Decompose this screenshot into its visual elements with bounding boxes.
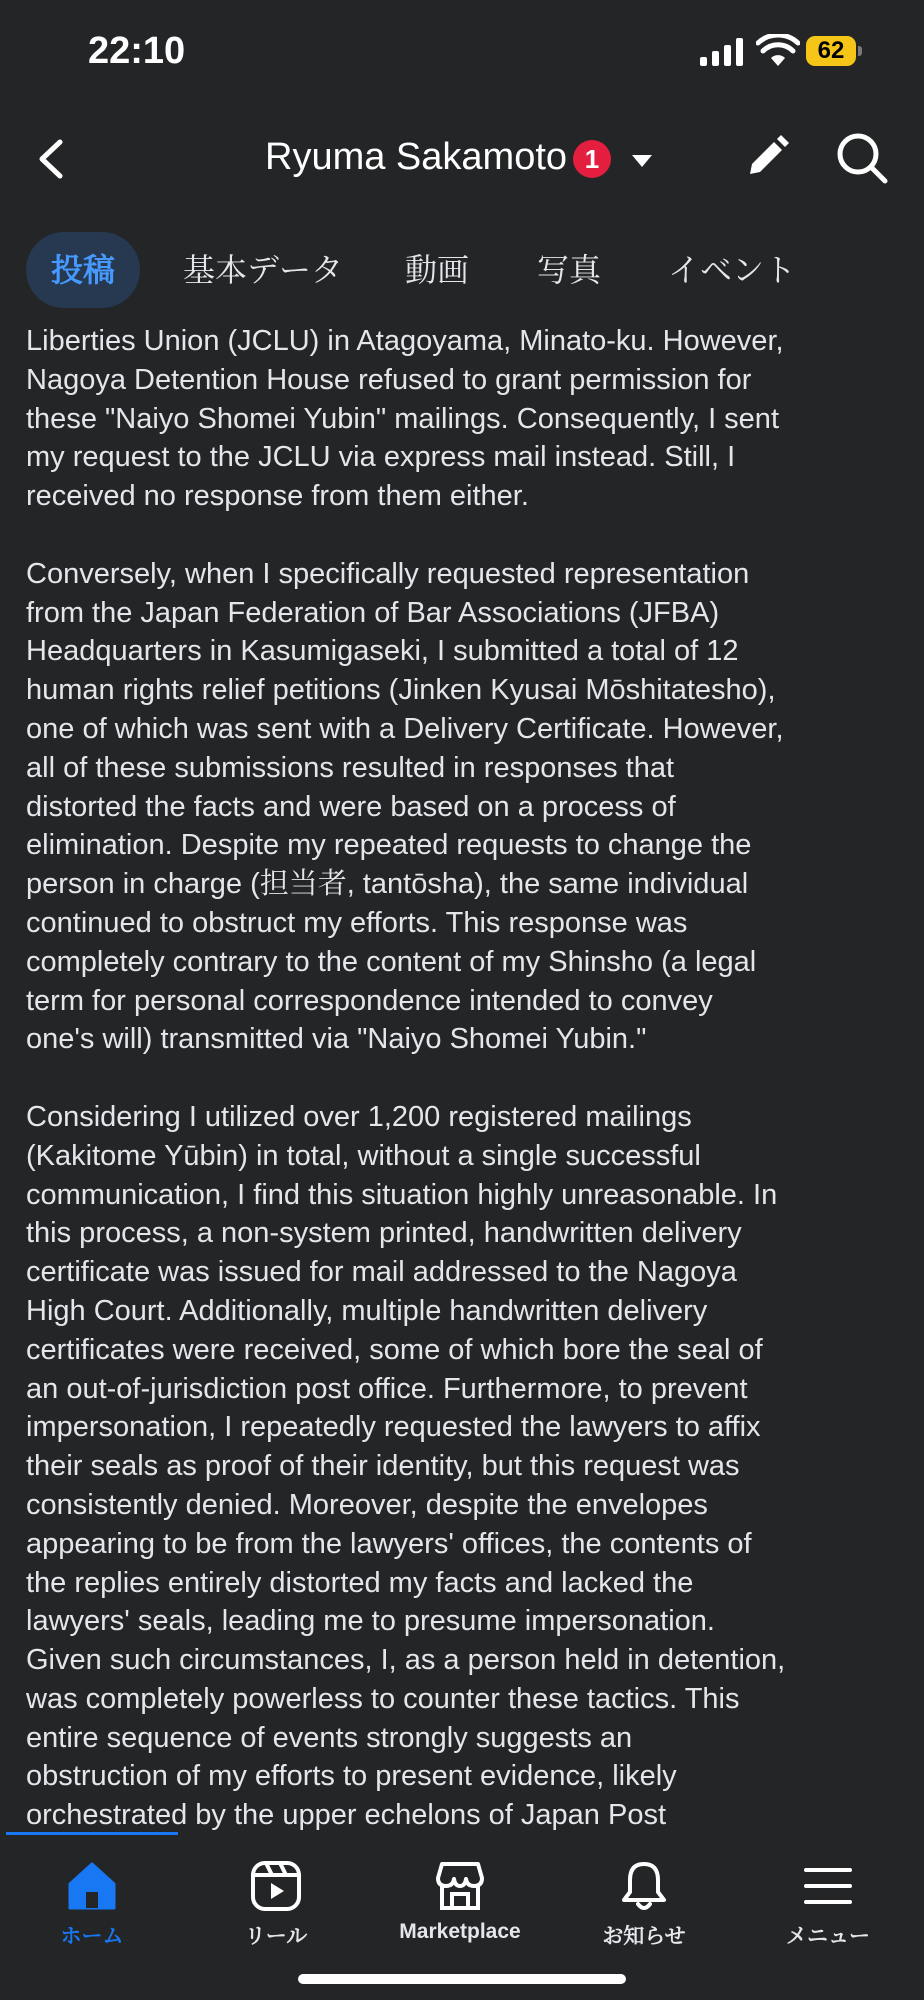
tab-events[interactable]: イベント [668, 252, 797, 288]
notification-badge[interactable]: 1 [573, 140, 611, 178]
post-paragraph: Liberties Union (JCLU) in Atagoyama, Minato-ku. However, Nagoya Detention House refused to grant permission for these "Naiyo Shomei Yubin" mailings. Consequently, I sent my request to the JCLU via express mail instead. Still, I received no response from them either. [26, 325, 784, 513]
nav-notifications-label: お知らせ [602, 1925, 686, 1948]
nav-home-label: ホーム [60, 1925, 124, 1948]
back-icon[interactable] [30, 134, 76, 184]
tab-photos[interactable]: 写真 [537, 252, 602, 288]
profile-tabs [0, 232, 924, 308]
menu-icon [800, 1858, 856, 1914]
nav-menu-label: メニュー [786, 1925, 870, 1948]
post-paragraph: Conversely, when I specifically requested representation from the Japan Federation of Bar Associations (JFBA) Headquarters in Kasumigaseki, I submitted a total of 12 human rights relief petitions (Jinken Kyusai Mōshitatesho), one of which was sent with a Delivery Certificate. However, all of these submissions resulted in responses that distorted the facts and were based on a process of elimination. Despite my repeated requests to change the person in charge (担当者, tantōsha), the same individual continued to obstruct my efforts. This response was completely contrary to the content of my Shinsho (a legal term for personal correspondence intended to convey one's will) transmitted via "Naiyo Shomei Yubin." [26, 557, 784, 1056]
nav-notifications[interactable] [552, 1836, 736, 1956]
marketplace-icon [432, 1858, 488, 1914]
reels-icon [248, 1858, 304, 1914]
post-body [26, 322, 906, 1834]
tab-videos[interactable]: 動画 [405, 252, 470, 288]
search-icon[interactable] [834, 130, 890, 186]
tab-about[interactable]: 基本データ [183, 252, 344, 288]
nav-reels-label: リール [244, 1925, 308, 1948]
tab-posts[interactable]: 投稿 [26, 232, 140, 308]
battery-level: 62 [806, 36, 856, 66]
nav-marketplace-label: Marketplace [399, 1920, 521, 1943]
wifi-icon [756, 34, 800, 68]
nav-home[interactable] [0, 1836, 184, 1956]
signal-icon [700, 38, 744, 66]
profile-header [0, 110, 924, 210]
battery-icon [806, 36, 862, 66]
page-title[interactable]: Ryuma Sakamoto [265, 136, 568, 178]
status-time: 22:10 [88, 30, 186, 72]
status-bar [0, 0, 924, 100]
bell-icon [616, 1858, 672, 1914]
nav-marketplace[interactable] [368, 1836, 552, 1956]
nav-reels[interactable] [184, 1836, 368, 1956]
edit-icon[interactable] [742, 132, 792, 182]
nav-menu[interactable] [736, 1836, 920, 1956]
home-indicator[interactable] [298, 1974, 626, 1984]
post-paragraph: Considering I utilized over 1,200 registered mailings (Kakitome Yūbin) in total, without a single successful communication, I find this situation highly unreasonable. In this process, a non-system printed, handwritten delivery certificate was issued for mail addressed to the Nagoya High Court. Additionally, multiple handwritten delivery certificates were received, some of which bore the seal of an out-of-jurisdiction post office. Furthermore, to prevent impersonation, I repeatedly requested the lawyers to affix their seals as proof of their identity, but this request was consistently denied. Moreover, despite the envelopes appearing to be from the lawyers' offices, the contents of the replies entirely distorted my facts and lacked the lawyers' seals, leading me to presume impersonation. Given such circumstances, I, as a person held in detention, was completely powerless to counter these tactics. This entire sequence of events strongly suggests an obstruction of my efforts to present evidence, likely orchestrated by the upper echelons of Japan Post [26, 1100, 786, 1832]
dropdown-caret-icon[interactable] [628, 148, 656, 172]
home-icon [64, 1858, 120, 1914]
feed-progress-indicator [6, 1832, 178, 1835]
